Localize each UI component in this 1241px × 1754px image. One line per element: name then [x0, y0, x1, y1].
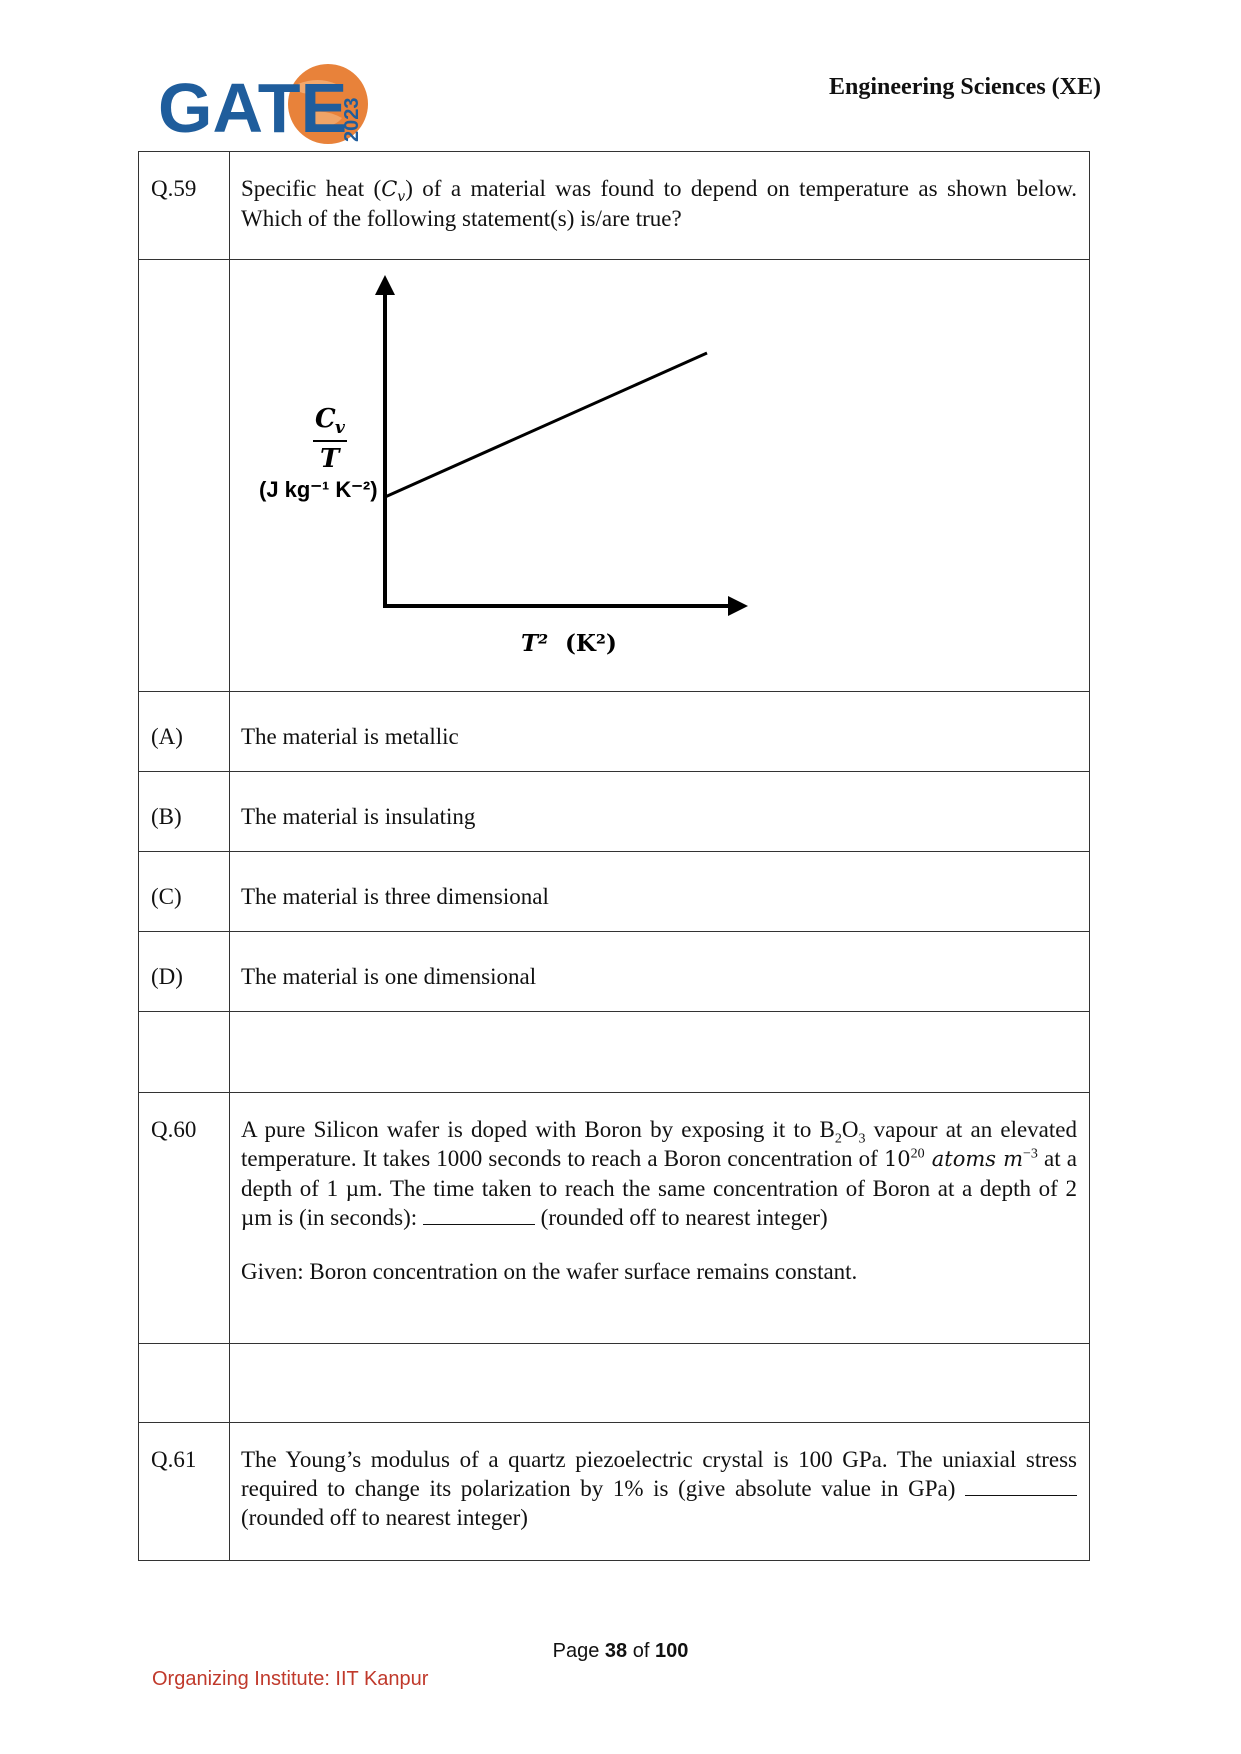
- answer-blank: [965, 1477, 1077, 1496]
- option-a-text: The material is metallic: [230, 692, 1090, 772]
- q60-text-4: (rounded off to nearest integer): [534, 1205, 828, 1230]
- y-label-numerator: C: [315, 404, 336, 434]
- spacer-cell: [230, 1012, 1090, 1093]
- oxygen-symbol: O: [841, 1117, 859, 1142]
- q60-number: Q.60: [139, 1093, 230, 1344]
- option-row: [139, 852, 1090, 932]
- cv-vs-t2-graph: [231, 261, 1101, 690]
- spacer-row: [139, 1012, 1090, 1093]
- x-axis-unit: (K²): [565, 630, 617, 657]
- cv-symbol: [381, 177, 406, 206]
- option-d-label: (D): [139, 932, 230, 1012]
- spacer-cell: [139, 1012, 230, 1093]
- page-number: [0, 1640, 1241, 1663]
- cv-letter: C: [381, 177, 398, 201]
- page-total: 100: [654, 1640, 689, 1662]
- section-title: Engineering Sciences (XE): [829, 74, 1101, 100]
- q59-row: [139, 152, 1090, 260]
- option-row: [139, 932, 1090, 1012]
- page-prefix: Page: [552, 1640, 605, 1662]
- q60-question: [241, 1115, 1077, 1232]
- page-of: of: [627, 1640, 655, 1662]
- q59-text: [230, 152, 1090, 260]
- option-b-label: (B): [139, 772, 230, 852]
- q59-graph-row: [139, 260, 1090, 692]
- q61-text-main: The Young’s modulus of a quartz piezoelectric crystal is 100 GPa. The uniaxial stress required to change its polarization by 1% is (give absolute value in GPa): [241, 1447, 1077, 1501]
- questions-table: [138, 151, 1090, 1561]
- conc-exponent: 20: [910, 1146, 925, 1162]
- option-row: [139, 692, 1090, 772]
- x-axis-label: T²: [521, 630, 549, 657]
- q60-row: [139, 1093, 1090, 1344]
- q61-row: [139, 1423, 1090, 1561]
- q59-graph-cell: [230, 260, 1090, 692]
- y-label-subscript: v: [335, 418, 345, 438]
- q60-text-1: A pure Silicon wafer is doped with Boron by exposing it to B: [241, 1117, 835, 1142]
- option-d-text: The material is one dimensional: [230, 932, 1090, 1012]
- q60-text-3: at a depth of 1 µm. The time taken to reach the same concentration of Boron at a depth of 2 µm is (in seconds):: [241, 1146, 1078, 1230]
- gate-logo-graphic: [158, 62, 373, 147]
- y-axis-arrow-icon: [375, 275, 395, 295]
- data-line: [385, 353, 707, 497]
- q59-number: Q.59: [139, 152, 230, 260]
- organizing-institute: Organizing Institute: IIT Kanpur: [152, 1668, 429, 1690]
- option-a-label: (A): [139, 692, 230, 772]
- y-axis-unit: (J kg⁻¹ K⁻²): [259, 477, 378, 502]
- q59-graph: [231, 261, 1088, 690]
- spacer-row: [139, 1344, 1090, 1423]
- graph-left-cell: [139, 260, 230, 692]
- answer-blank: [423, 1206, 535, 1225]
- q60-text-2: vapour at an elevated temperature. It takes 1000 seconds to reach a Boron concentration of: [241, 1117, 1077, 1171]
- conc-units-exponent: −3: [1023, 1146, 1038, 1162]
- q61-text: [230, 1423, 1090, 1561]
- option-row: [139, 772, 1090, 852]
- option-c-label: (C): [139, 852, 230, 932]
- conc-units: atoms m: [924, 1147, 1024, 1171]
- spacer-cell: [230, 1344, 1090, 1423]
- option-b-text: The material is insulating: [230, 772, 1090, 852]
- q61-text-end: (rounded off to nearest integer): [241, 1505, 528, 1530]
- q60-given: Given: Boron concentration on the wafer surface remains constant.: [241, 1259, 858, 1284]
- page-current: 38: [604, 1640, 628, 1662]
- q59-text-start: Specific heat (: [241, 176, 382, 201]
- b-subscript: 2: [834, 1131, 842, 1147]
- option-c-text: The material is three dimensional: [230, 852, 1090, 932]
- cv-subscript: v: [397, 189, 406, 206]
- spacer-cell: [139, 1344, 230, 1423]
- logo-year: 2023: [341, 97, 363, 142]
- o-subscript: 3: [858, 1131, 866, 1147]
- conc-base: 10: [883, 1147, 911, 1171]
- q60-text: [230, 1093, 1090, 1344]
- q59-text-end: ) of a material was found to depend on temperature as shown below. Which of the following statement(s) is/are true?: [241, 176, 1077, 231]
- y-label-denominator: T: [320, 444, 340, 474]
- q61-number: Q.61: [139, 1423, 230, 1561]
- logo-text: GATE: [158, 69, 348, 147]
- gate-logo: [158, 62, 373, 147]
- x-axis-arrow-icon: [728, 596, 748, 616]
